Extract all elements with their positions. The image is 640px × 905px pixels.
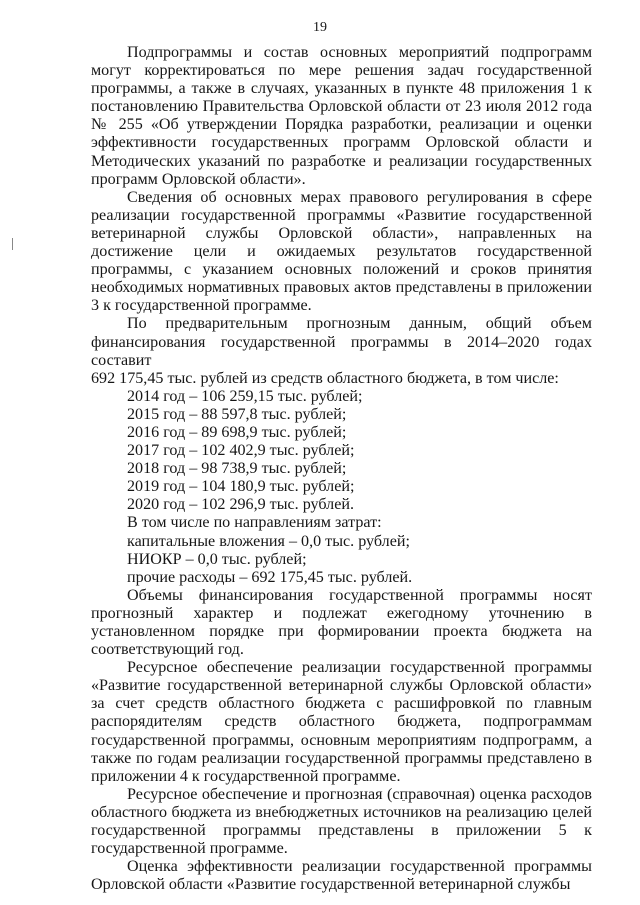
year-2016-item: 2016 год – 89 698,9 тыс. рублей;: [127, 423, 347, 441]
paragraph-subprograms: Подпрограммы и состав основных мероприятий подпрограмм могут корректироваться по мере решения задач государственной программы, а также в случаях, указанных в пункте 48 приложения 1 к постановлению Правительства Орловской области от 23 июля 2012 года № 255 «Об утверждении Порядка разработки, реализации и оценки эффективности государственных программ Орловской области и Методических указаний по разработке и реализации государственных программ Орловской области».: [91, 44, 592, 188]
financing-by-year-list: [91, 388, 592, 515]
other-expenses-item: прочие расходы – 692 175,45 тыс. рублей.: [127, 568, 413, 586]
paragraph-efficiency-evaluation: Оценка эффективности реализации государственной программы Орловской области «Развитие государственной ветеринарной службы: [91, 858, 592, 894]
year-2019-item: 2019 год – 104 180,9 тыс. рублей;: [127, 478, 355, 496]
body-text: [91, 44, 592, 894]
paragraph-resource-provision: Ресурсное обеспечение реализации государственной программы «Развитие государственной ветеринарной службы Орловской области» за счет средств областного бюджета с расшифровкой по главным распорядителям средств областного бюджета, подпрограммам государственной программы, основным мероприятиям подпрограмм, а также по годам реализации государственной программы представлено в приложении 4 к государственной программе.: [91, 659, 592, 785]
cost-directions-list: [91, 514, 592, 586]
year-2015-item: 2015 год – 88 597,8 тыс. рублей;: [127, 405, 347, 423]
paragraph-legal-regulation: Сведения об основных мерах правового регулирования в сфере реализации государственной программы «Развитие государственной ветеринарной службы Орловской области», направленных на достижение цели и ожидаемых результатов государственной программы, с указанием основных положений и сроков принятия необходимых нормативных правовых актов представлены в приложении 3 к государственной программе.: [91, 188, 592, 315]
scan-mark: [12, 238, 13, 250]
capital-investments-item: капитальные вложения – 0,0 тыс. рублей;: [127, 532, 410, 550]
year-2018-item: 2018 год – 98 738,9 тыс. рублей;: [127, 460, 347, 478]
year-2020-item: 2020 год – 102 296,9 тыс. рублей.: [127, 496, 354, 514]
year-2017-item: 2017 год – 102 402,9 тыс. рублей;: [127, 442, 355, 460]
page-number: 19: [313, 20, 327, 35]
paragraph-financing-amount: 692 175,45 тыс. рублей из средств областного бюджета, в том числе:: [91, 369, 559, 387]
paragraph-forecast-nature: Объемы финансирования государственной программы носят прогнозный характер и подлежат ежегодному уточнению в установленном порядке при формировании проекта бюджета на соответствующий год.: [91, 586, 592, 659]
year-2014-item: 2014 год – 106 259,15 тыс. рублей;: [127, 387, 363, 405]
paragraph-financing-intro: По предварительным прогнозным данным, общий объем финансирования государственной программы в 2014–2020 годах составит: [91, 315, 592, 369]
directions-heading: В том числе по направлениям затрат:: [127, 514, 382, 532]
paragraph-extrabudgetary: Ресурсное обеспечение и прогнозная (справочная) оценка расходов областного бюджета из внебюджетных источников на реализацию целей государственной программы представлены в приложении 5 к государственной программе.: [91, 785, 592, 858]
niokr-item: НИОКР – 0,0 тыс. рублей;: [127, 550, 307, 568]
